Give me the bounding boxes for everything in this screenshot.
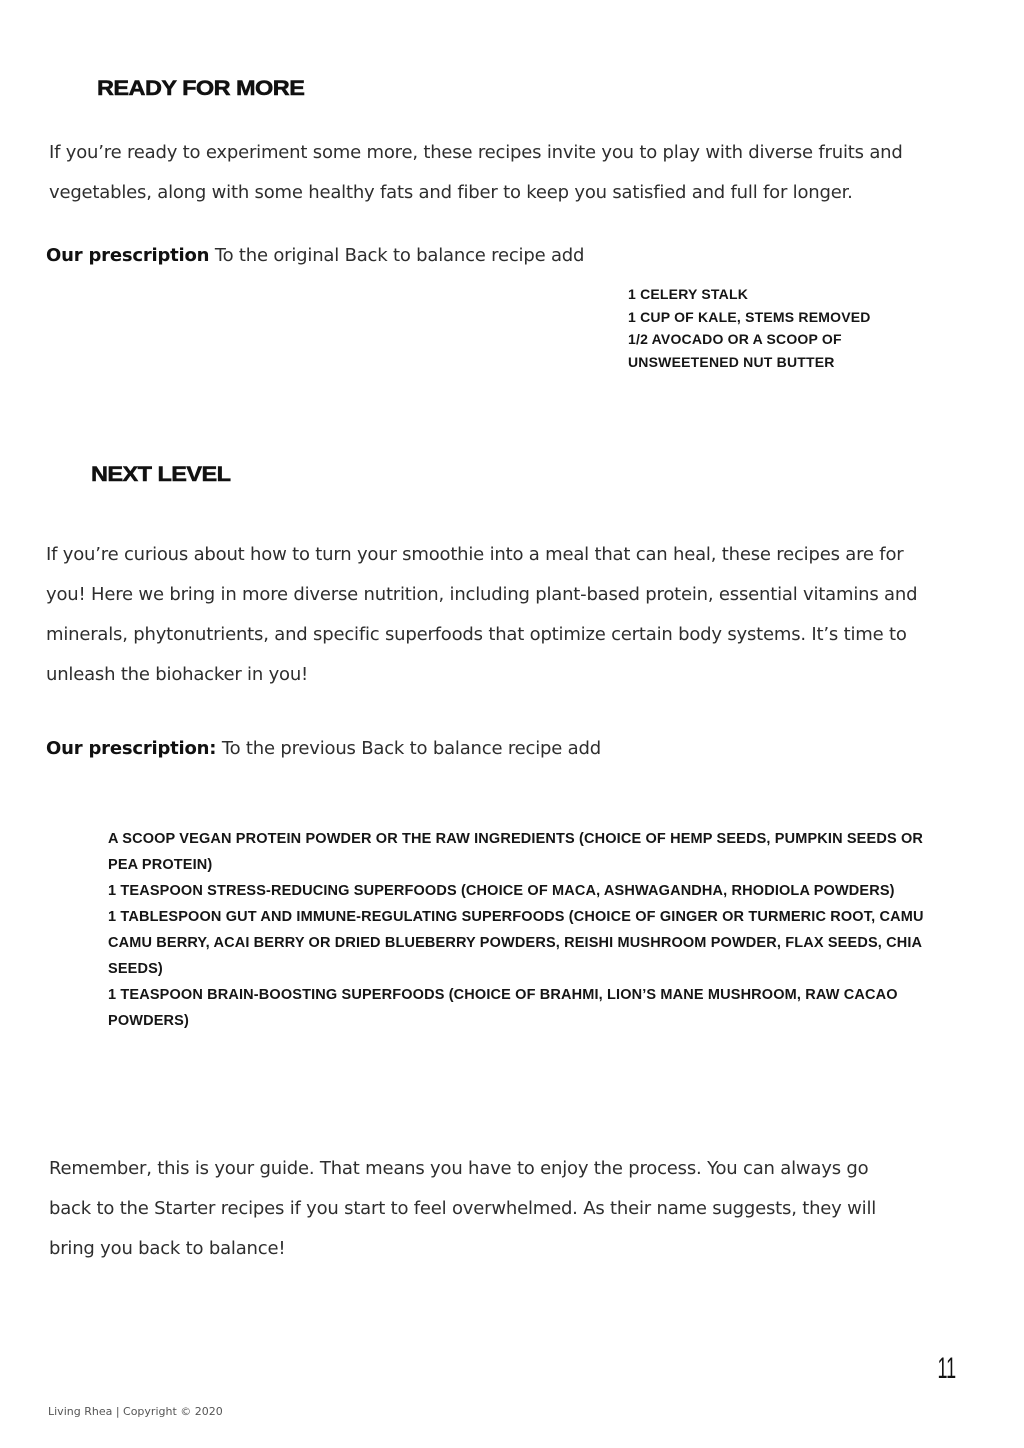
- page-number: 11: [937, 1352, 956, 1385]
- footer-copyright: Living Rhea | Copyright © 2020: [48, 1405, 223, 1418]
- list-item: 1 TEASPOON BRAIN-BOOSTING SUPERFOODS (CHOICE OF BRAHMI, LION’S MANE MUSHROOM, RAW CACAO POWDERS): [108, 987, 898, 1029]
- section-title-ready-for-more: READY FOR MORE: [97, 77, 305, 100]
- paragraph-line: unleash the biohacker in you!: [46, 664, 309, 685]
- paragraph-line: Remember, this is your guide. That means you have to enjoy the process. You can always go: [49, 1158, 869, 1179]
- paragraph-line: back to the Starter recipes if you start to feel overwhelmed. As their name suggests, they will: [49, 1198, 877, 1219]
- prescription-line: [46, 245, 584, 266]
- prescription-text: To the original Back to balance recipe add: [209, 245, 585, 266]
- prescription-label: Our prescription:: [46, 738, 217, 759]
- paragraph-line: If you’re curious about how to turn your smoothie into a meal that can heal, these recipes are for: [46, 544, 904, 565]
- paragraph-line: minerals, phytonutrients, and specific superfoods that optimize certain body systems. It’s time to: [46, 624, 907, 645]
- list-item: UNSWEETENED NUT BUTTER: [628, 353, 835, 370]
- prescription-line: [46, 738, 601, 759]
- paragraph-line: vegetables, along with some healthy fats and fiber to keep you satisfied and full for longer.: [49, 182, 853, 203]
- section-intro-paragraph: [49, 133, 903, 213]
- list-item: 1 CELERY STALK: [628, 286, 749, 302]
- paragraph-line: If you’re ready to experiment some more, these recipes invite you to play with diverse fruits and: [49, 142, 903, 163]
- closing-paragraph: [49, 1149, 876, 1269]
- paragraph-line: you! Here we bring in more diverse nutrition, including plant-based protein, essential vitamins and: [46, 584, 918, 605]
- paragraph-line: bring you back to balance!: [49, 1238, 286, 1259]
- list-item: 1 TABLESPOON GUT AND IMMUNE-REGULATING SUPERFOODS (CHOICE OF GINGER OR TURMERIC ROOT, CAMU CAMU BERRY, ACAI BERRY OR DRIED BLUEBERRY POWDERS, REISHI MUSHROOM POWDER, FLAX SEEDS, CHIA SEEDS): [108, 909, 924, 977]
- ingredient-list-ready-for-more: [628, 283, 928, 373]
- list-item: 1 TEASPOON STRESS-REDUCING SUPERFOODS (CHOICE OF MACA, ASHWAGANDHA, RHODIOLA POWDERS): [108, 883, 895, 899]
- list-item: A SCOOP VEGAN PROTEIN POWDER OR THE RAW INGREDIENTS (CHOICE OF HEMP SEEDS, PUMPKIN SEEDS OR PEA PROTEIN): [108, 831, 924, 873]
- ingredient-list-next-level: [108, 826, 924, 1034]
- section-title-next-level: NEXT LEVEL: [91, 463, 231, 486]
- section-intro-paragraph: [46, 535, 917, 695]
- prescription-label: Our prescription: [46, 245, 210, 266]
- list-item: 1/2 AVOCADO OR A SCOOP OF: [628, 331, 842, 347]
- list-item: 1 CUP OF KALE, STEMS REMOVED: [628, 308, 871, 325]
- prescription-text: To the previous Back to balance recipe add: [216, 738, 601, 759]
